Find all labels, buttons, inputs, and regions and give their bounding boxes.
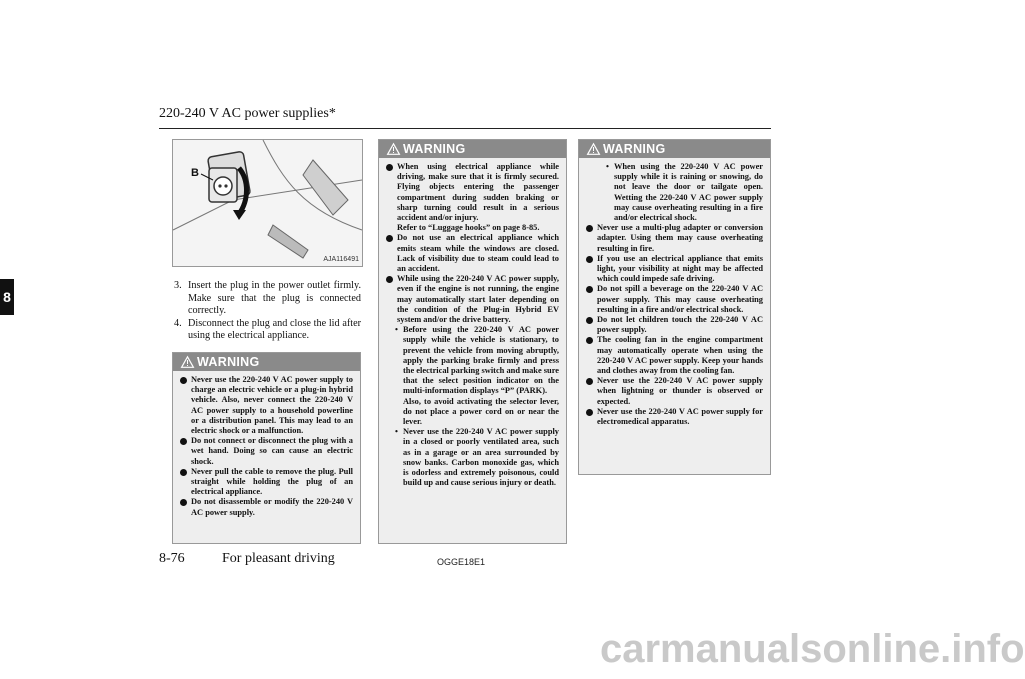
chapter-tab: 8 xyxy=(0,279,14,315)
sub-text: Before using the 220-240 V AC power supply while the vehicle is stationary, to prevent the vehicle from moving abruptly, apply the parking brake firmly and press the electrical parking switch and make sure that the select position indicator on the multi-information displays “P” (PARK). xyxy=(403,325,559,396)
list-item: Never pull the cable to remove the plug. Pull straight while holding the plug of an electrical appliance. xyxy=(180,467,353,498)
warning-box-3 xyxy=(578,139,771,475)
list-item xyxy=(386,162,559,233)
warning-label: WARNING xyxy=(603,142,666,156)
sub-item: • Never use the 220-240 V AC power supply in a closed or poorly ventilated area, such as in a garage or an area surrounded by snow banks. Carbon monoxide gas, which is odorless and extremely poisonous, could build up and cause serious injury or death. xyxy=(395,427,559,488)
warning-label: WARNING xyxy=(197,355,260,369)
warning-triangle-icon xyxy=(387,143,400,155)
list-item: Do not disassemble or modify the 220-240 V AC power supply. xyxy=(180,497,353,517)
page-header-title: 220-240 V AC power supplies* xyxy=(159,106,336,121)
page-number: 8-76 xyxy=(159,551,185,566)
sub-text-extra: Also, to avoid activating the selector lever, do not place a power cord on or near the lever. xyxy=(403,396,559,427)
watermark: carmanualsonline.info xyxy=(600,627,1025,671)
item-text: When using electrical appliance while driving, make sure that it is firmly secured. Flying objects entering the passenger compartment during sudden braking or sharp turning could result in a serious accident and/or injury. xyxy=(397,162,559,223)
list-item: The cooling fan in the engine compartment may automatically operate when using the 220-240 V AC power supply. Keep your hands and clothes away from the cooling fan. xyxy=(586,335,763,376)
warning-label: WARNING xyxy=(403,142,466,156)
instruction-steps xyxy=(174,280,361,343)
step-number: 3. xyxy=(174,280,182,291)
step-3 xyxy=(174,280,361,318)
warning-header xyxy=(379,140,566,158)
list-item: Do not connect or disconnect the plug with a wet hand. Doing so can cause an electric shock. xyxy=(180,436,353,467)
step-number: 4. xyxy=(174,317,182,329)
sub-item: • When using the 220-240 V AC power supply while it is raining or snowing, do not leave the door or tailgate open. Wetting the 220-240 V AC power supply may cause overheating resulting in a fire and/or electrical shock. xyxy=(606,162,763,223)
warning-box-2 xyxy=(378,139,567,544)
list-item: Never use the 220-240 V AC power supply for electromedical apparatus. xyxy=(586,407,763,427)
list-item xyxy=(386,274,559,325)
document-code: OGGE18E1 xyxy=(437,557,486,567)
outlet-lid-drawing xyxy=(173,140,362,266)
page-reference: Refer to “Luggage hooks” on page 8-85. xyxy=(397,223,540,233)
list-item: Never use the 220-240 V AC power supply when lightning or thunder is observed or expected. xyxy=(586,376,763,407)
list-item: Never use the 220-240 V AC power supply to charge an electric vehicle or a plug-in hybrid vehicle. Also, never connect the 220-240 V AC power supply to a household powerline or a distribution panel. This may lead to an electric shock or a malfunction. xyxy=(180,375,353,436)
warning-triangle-icon xyxy=(587,143,600,155)
step-text: Disconnect the plug and close the lid after using the electrical appliance. xyxy=(188,317,361,342)
step-4 xyxy=(174,318,361,343)
header-rule xyxy=(159,128,771,129)
list-item: If you use an electrical appliance that emits light, your visibility at night may be affected which could impede safe driving. xyxy=(586,254,763,285)
section-name: For pleasant driving xyxy=(222,551,335,566)
warning-header xyxy=(579,140,770,158)
power-outlet-illustration xyxy=(172,139,363,267)
warning-box-1 xyxy=(172,352,361,544)
list-item: Do not let children touch the 220-240 V AC power supply. xyxy=(586,315,763,335)
list-item: Do not spill a beverage on the 220-240 V AC power supply. This may cause overheating resulting in a fire and/or electrical shock. xyxy=(586,284,763,315)
warning-header xyxy=(173,353,360,371)
figure-code: AJA116491 xyxy=(323,256,359,263)
sub-item: • Before using the 220-240 V AC power supply while the vehicle is stationary, to prevent the vehicle from moving abruptly, apply the parking brake firmly and press the electrical parking switch and make sure that the select position indicator on the multi-information displays “P” (PARK). Also, to avoid activating the selector lever, do not place a power cord on or near the lever. xyxy=(395,325,559,427)
item-text: While using the 220-240 V AC power supply, even if the engine is not running, the engine may automatically start later depending on the condition of the Plug-in Hybrid EV system and/or the drive battery. xyxy=(397,274,559,325)
warning-triangle-icon xyxy=(181,356,194,368)
step-text: Insert the plug in the power outlet firmly. Make sure that the plug is connected correctly. xyxy=(188,280,361,317)
callout-b: B xyxy=(191,167,199,179)
list-item: Never use a multi-plug adapter or conversion adapter. Using them may cause overheating resulting in fire. xyxy=(586,223,763,254)
list-item: Do not use an electrical appliance which emits steam while the windows are closed. Lack of visibility due to steam could lead to an accident. xyxy=(386,233,559,274)
